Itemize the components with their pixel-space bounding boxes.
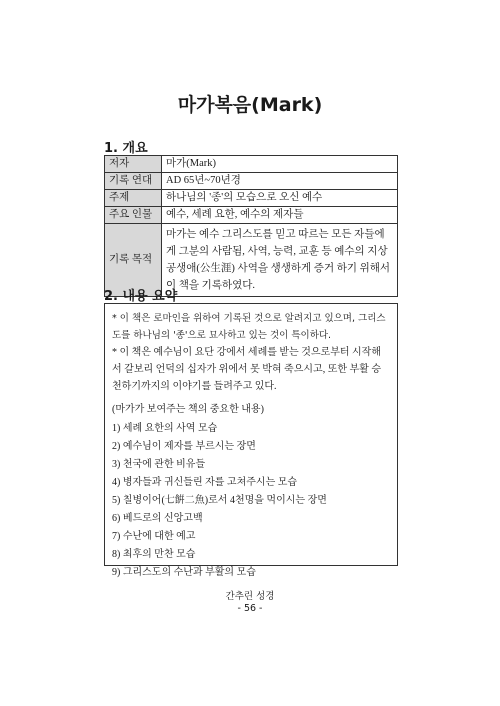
row-label: 주제 xyxy=(105,190,162,207)
row-label: 기록 연대 xyxy=(105,173,162,190)
section-heading-summary: 2. 내용 요약 xyxy=(104,289,178,304)
row-label: 기록 목적 xyxy=(105,224,162,297)
list-item: 2) 예수님이 제자를 부르시는 장면 xyxy=(112,441,256,452)
table-row xyxy=(105,190,398,207)
list-item: 5) 칠병이어(七餠二魚)로서 4천명을 먹이시는 장면 xyxy=(112,495,327,506)
row-value: AD 65년~70년경 xyxy=(162,173,398,190)
page-number: - 56 - xyxy=(237,603,263,614)
list-item: 3) 천국에 관한 비유들 xyxy=(112,459,206,470)
list-item: 6) 베드로의 신앙고백 xyxy=(112,513,203,524)
row-label: 저자 xyxy=(105,156,162,173)
summary-note: * 이 책은 예수님이 요단 강에서 세례를 받는 것으로부터 시작해서 갈보리 언덕의 십자가 위에서 못 박혀 죽으시고, 또한 부활 승천하기까지의 이야기를 들려주고 있다. xyxy=(112,347,381,392)
section-heading-overview: 1. 개요 xyxy=(104,141,148,156)
list-item: 4) 병자들과 귀신들린 자를 고쳐주시는 모습 xyxy=(112,477,298,488)
summary-note: * 이 책은 로마인을 위하여 기록된 것으로 알려지고 있으며, 그리스도를 하나님의 '종'으로 묘사하고 있는 것이 특이하다. xyxy=(112,313,386,341)
list-title: (마가가 보여주는 책의 중요한 내용) xyxy=(112,404,264,415)
footer-book-title: 간추린 성경 xyxy=(225,591,275,602)
overview-table xyxy=(104,155,398,297)
content-list xyxy=(112,420,390,582)
row-value: 마가(Mark) xyxy=(162,156,398,173)
row-value: 예수, 세례 요한, 예수의 제자들 xyxy=(162,207,398,224)
row-value: 하나님의 '종'의 모습으로 오신 예수 xyxy=(162,190,398,207)
table-row xyxy=(105,156,398,173)
list-item: 8) 최후의 만찬 모습 xyxy=(112,549,196,560)
page-title: 마가복음(Mark) xyxy=(177,94,323,116)
summary-box xyxy=(104,303,398,578)
table-row xyxy=(105,173,398,190)
row-label: 주요 인물 xyxy=(105,207,162,224)
list-item: 1) 세례 요한의 사역 모습 xyxy=(112,423,218,434)
table-row xyxy=(105,207,398,224)
list-item: 9) 그리스도의 수난과 부활의 모습 xyxy=(112,567,256,578)
list-item: 7) 수난에 대한 예고 xyxy=(112,531,196,542)
row-value: 마가는 예수 그리스도를 믿고 따르는 모든 자들에게 그분의 사람됨, 사역, 능력, 교훈 등 예수의 지상 공생애(公生涯) 사역을 생생하게 증거 하기 위해서 이 책을 기록하였다. xyxy=(162,224,398,297)
